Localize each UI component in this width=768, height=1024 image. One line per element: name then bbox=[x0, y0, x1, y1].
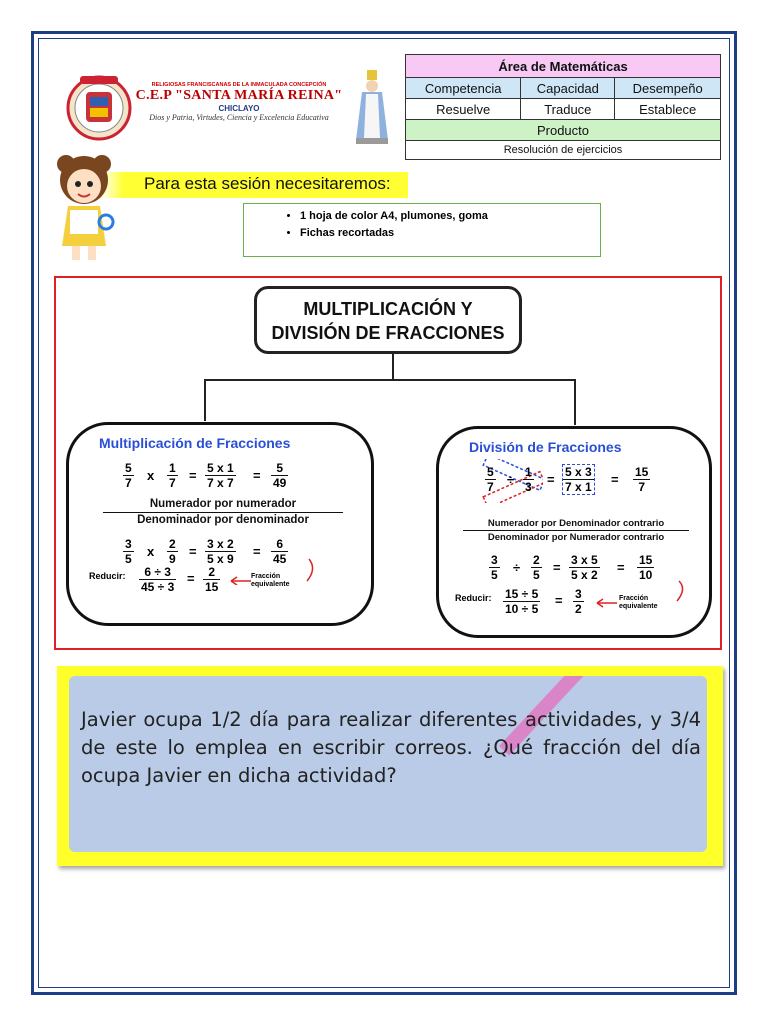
material-item: • 1 hoja de color A4, plumones, goma bbox=[300, 208, 600, 225]
fraction: $\frac{5}{7}$ bbox=[487, 465, 494, 494]
materials-list bbox=[244, 208, 600, 242]
session-banner-text: Para esta sesión necesitaremos: bbox=[144, 174, 391, 193]
product-value: Resolución de ejercicios bbox=[406, 141, 721, 160]
division-rule: Numerador por Denominador contrario Denominador por Numerador contrario bbox=[463, 517, 689, 544]
diagram-title-line2: DIVISIÓN DE FRACCIONES bbox=[271, 323, 505, 343]
value-competencia: Resuelve bbox=[406, 99, 521, 120]
equals: = bbox=[189, 544, 197, 559]
school-congregation: RELIGIOSAS FRANCISCANAS DE LA INMACULADA CONCEPCIÓN bbox=[151, 82, 327, 88]
equivalent-note: Fracción equivalente bbox=[251, 573, 290, 588]
operator: x bbox=[147, 544, 155, 559]
header-competencia: Competencia bbox=[406, 78, 521, 99]
school-city: CHICLAYO bbox=[218, 104, 260, 113]
equals: = bbox=[253, 544, 261, 559]
materials-box bbox=[243, 203, 601, 257]
fraction: $\frac{2}{15}$ bbox=[205, 565, 219, 594]
fractions-diagram bbox=[54, 276, 722, 650]
fraction: $\frac{3}{2}$ bbox=[575, 587, 582, 616]
reduce-label: Reducir: bbox=[455, 593, 492, 603]
division-heading: División de Fracciones bbox=[469, 439, 622, 455]
operator: ÷ bbox=[513, 560, 521, 575]
fraction: $\frac{5}{7}$ bbox=[125, 461, 132, 490]
fraction: $\frac{6 \div 3}{45 \div 3}$ bbox=[141, 565, 175, 594]
session-banner bbox=[100, 172, 408, 198]
fraction: $\frac{15 \div 5}{10 \div 5}$ bbox=[505, 587, 539, 616]
fraction: $\frac{6}{45}$ bbox=[273, 537, 287, 566]
connector-right bbox=[574, 379, 576, 425]
equals: = bbox=[253, 468, 261, 483]
equals: = bbox=[611, 472, 619, 487]
area-title: Área de Matemáticas bbox=[406, 55, 721, 78]
diagram-title-line1: MULTIPLICACIÓN Y bbox=[303, 299, 473, 319]
fraction: $\frac{2}{5}$ bbox=[533, 553, 540, 582]
fraction: $\frac{5 x 3}{7 x 1}$ bbox=[565, 465, 592, 494]
problem-card bbox=[57, 666, 723, 866]
equals: = bbox=[617, 560, 625, 575]
multiplication-heading: Multiplicación de Fracciones bbox=[99, 435, 291, 451]
multiplication-panel bbox=[66, 422, 374, 626]
material-item: • Fichas recortadas bbox=[300, 225, 600, 242]
header-capacidad: Capacidad bbox=[521, 78, 615, 99]
fraction: $\frac{3 x 2}{5 x 9}$ bbox=[207, 537, 234, 566]
multiplication-rule: Numerador por numerador Denominador por denominador bbox=[103, 497, 343, 528]
equals: = bbox=[187, 571, 195, 586]
diagram-title bbox=[254, 286, 522, 354]
fraction: $\frac{15}{10}$ bbox=[639, 553, 653, 582]
value-capacidad: Traduce bbox=[521, 99, 615, 120]
equals: = bbox=[189, 468, 197, 483]
fraction: $\frac{3 x 5}{5 x 2}$ bbox=[571, 553, 598, 582]
operator: x bbox=[147, 468, 155, 483]
girl-cartoon-icon bbox=[54, 150, 118, 264]
reduce-label: Reducir: bbox=[89, 571, 126, 581]
equals: = bbox=[555, 593, 563, 608]
equals: = bbox=[553, 560, 561, 575]
fraction: $\frac{5}{49}$ bbox=[273, 461, 287, 490]
virgin-mary-image bbox=[350, 68, 394, 146]
problem-text: Javier ocupa 1/2 día para realizar diferentes actividades, y 3/4 de este lo emplea en escribir correos. ¿Qué fracción del día ocupa Javier en dicha actividad? bbox=[81, 708, 701, 787]
connector-left bbox=[204, 379, 206, 421]
area-info-table bbox=[405, 54, 721, 160]
equals: = bbox=[547, 472, 555, 487]
product-label: Producto bbox=[406, 120, 721, 141]
connector-vertical bbox=[392, 354, 394, 380]
school-header bbox=[134, 82, 344, 122]
fraction: $\frac{15}{7}$ bbox=[635, 465, 649, 494]
fraction: $\frac{2}{9}$ bbox=[169, 537, 176, 566]
school-name: C.E.P "SANTA MARÍA REINA" bbox=[135, 88, 343, 103]
school-motto: Dios y Patria, Virtudes, Ciencia y Excelencia Educativa bbox=[149, 113, 329, 122]
operator: ÷ bbox=[507, 472, 515, 487]
fraction: $\frac{3}{5}$ bbox=[491, 553, 498, 582]
fraction: $\frac{1}{7}$ bbox=[169, 461, 176, 490]
school-logo-icon bbox=[66, 70, 132, 146]
problem-card-inner bbox=[69, 676, 707, 852]
fraction: $\frac{3}{5}$ bbox=[125, 537, 132, 566]
fraction: $\frac{1}{3}$ bbox=[525, 465, 532, 494]
value-desempeno: Establece bbox=[615, 99, 721, 120]
fraction: $\frac{5 x 1}{7 x 7}$ bbox=[207, 461, 234, 490]
division-panel bbox=[436, 426, 712, 638]
equivalent-note: Fracción equivalente bbox=[619, 595, 658, 610]
header-desempeno: Desempeño bbox=[615, 78, 721, 99]
connector-horizontal bbox=[204, 379, 576, 381]
